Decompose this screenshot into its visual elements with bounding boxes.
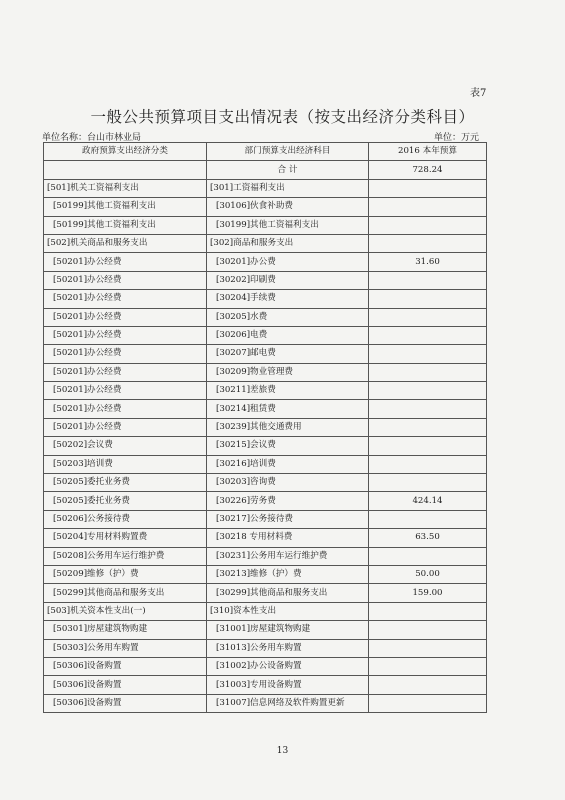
table-row — [44, 437, 487, 455]
dept-subject-cell: [30213]维修（护）费 — [207, 565, 369, 583]
budget-value-cell — [369, 621, 487, 639]
dept-subject-cell: [30205]水费 — [207, 308, 369, 326]
gov-classification-cell: [501]机关工资福利支出 — [44, 179, 207, 197]
dept-subject-cell: [30299]其他商品和服务支出 — [207, 584, 369, 602]
dept-subject-cell: [31001]房屋建筑物购建 — [207, 621, 369, 639]
dept-subject-cell: [302]商品和服务支出 — [207, 234, 369, 252]
budget-value-cell — [369, 694, 487, 712]
gov-classification-cell: [50201]办公经费 — [44, 253, 207, 271]
dept-subject-cell: [31007]信息网络及软件购置更新 — [207, 694, 369, 712]
table-number: 表7 — [470, 88, 487, 99]
dept-subject-cell: [30211]差旅费 — [207, 382, 369, 400]
gov-classification-cell: [50201]办公经费 — [44, 290, 207, 308]
gov-classification-cell: [50201]办公经费 — [44, 345, 207, 363]
table-row — [44, 382, 487, 400]
budget-value-cell — [369, 290, 487, 308]
budget-value-cell: 31.60 — [369, 253, 487, 271]
budget-value-cell — [369, 418, 487, 436]
budget-value-cell: 424.14 — [369, 492, 487, 510]
gov-classification-cell: [50301]房屋建筑物购建 — [44, 621, 207, 639]
table-row — [44, 234, 487, 252]
budget-value-cell — [369, 271, 487, 289]
dept-subject-cell: [31003]专用设备购置 — [207, 676, 369, 694]
total-label: 合 计 — [207, 161, 369, 179]
table-row — [44, 216, 487, 234]
budget-value-cell — [369, 400, 487, 418]
budget-value-cell — [369, 639, 487, 657]
budget-table — [43, 142, 487, 713]
gov-classification-cell: [50306]设备购置 — [44, 676, 207, 694]
budget-value-cell — [369, 547, 487, 565]
budget-value-cell — [369, 234, 487, 252]
table-row — [44, 363, 487, 381]
unit-currency: 单位：万元 — [433, 133, 479, 143]
budget-value-cell — [369, 363, 487, 381]
gov-classification-cell: [50201]办公经费 — [44, 326, 207, 344]
gov-classification-cell: [503]机关资本性支出(一) — [44, 602, 207, 620]
table-row — [44, 547, 487, 565]
budget-value-cell — [369, 657, 487, 675]
gov-classification-cell: [50209]维修（护）费 — [44, 565, 207, 583]
budget-value-cell — [369, 198, 487, 216]
dept-subject-cell: [30231]公务用车运行维护费 — [207, 547, 369, 565]
dept-subject-cell: [30215]会议费 — [207, 437, 369, 455]
dept-subject-cell: [30214]租赁费 — [207, 400, 369, 418]
budget-value-cell — [369, 345, 487, 363]
gov-classification-cell: [50201]办公经费 — [44, 400, 207, 418]
dept-subject-cell: [30199]其他工资福利支出 — [207, 216, 369, 234]
dept-subject-cell: [30216]培训费 — [207, 455, 369, 473]
gov-classification-cell: [50306]设备购置 — [44, 694, 207, 712]
dept-subject-cell: [30206]电费 — [207, 326, 369, 344]
table-row — [44, 492, 487, 510]
header-gov-classification: 政府预算支出经济分类 — [44, 143, 207, 161]
table-row — [44, 639, 487, 657]
header-row — [44, 143, 487, 161]
dept-subject-cell: [30226]劳务费 — [207, 492, 369, 510]
page-title: 一般公共预算项目支出情况表（按支出经济分类科目） — [90, 108, 475, 126]
header-dept-subject: 部门预算支出经济科目 — [207, 143, 369, 161]
dept-subject-cell: [31002]办公设备购置 — [207, 657, 369, 675]
dept-subject-cell: [30218 专用材料费 — [207, 529, 369, 547]
gov-classification-cell: [50201]办公经费 — [44, 363, 207, 381]
unit-name: 单位名称：台山市林业局 — [42, 133, 142, 143]
dept-subject-cell: [30204]手续费 — [207, 290, 369, 308]
total-empty-cell — [44, 161, 207, 179]
table-row — [44, 271, 487, 289]
dept-subject-cell: [30239]其他交通费用 — [207, 418, 369, 436]
gov-classification-cell: [50199]其他工资福利支出 — [44, 216, 207, 234]
budget-value-cell: 50.00 — [369, 565, 487, 583]
dept-subject-cell: [301]工资福利支出 — [207, 179, 369, 197]
budget-value-cell — [369, 216, 487, 234]
gov-classification-cell: [50306]设备购置 — [44, 657, 207, 675]
budget-value-cell — [369, 510, 487, 528]
budget-value-cell — [369, 602, 487, 620]
dept-subject-cell: [31013]公务用车购置 — [207, 639, 369, 657]
budget-value-cell — [369, 474, 487, 492]
gov-classification-cell: [50205]委托业务费 — [44, 492, 207, 510]
table-row — [44, 290, 487, 308]
gov-classification-cell: [50203]培训费 — [44, 455, 207, 473]
gov-classification-cell: [50303]公务用车购置 — [44, 639, 207, 657]
dept-subject-cell: [30209]物业管理费 — [207, 363, 369, 381]
table-row — [44, 657, 487, 675]
total-row — [44, 161, 487, 179]
table-row — [44, 400, 487, 418]
table-row — [44, 529, 487, 547]
table-row — [44, 326, 487, 344]
dept-subject-cell: [30201]办公费 — [207, 253, 369, 271]
gov-classification-cell: [502]机关商品和服务支出 — [44, 234, 207, 252]
table-row — [44, 474, 487, 492]
budget-value-cell — [369, 676, 487, 694]
table-row — [44, 584, 487, 602]
table-row — [44, 602, 487, 620]
budget-value-cell — [369, 308, 487, 326]
table-row — [44, 198, 487, 216]
table-row — [44, 345, 487, 363]
gov-classification-cell: [50205]委托业务费 — [44, 474, 207, 492]
table-row — [44, 676, 487, 694]
dept-subject-cell: [310]资本性支出 — [207, 602, 369, 620]
table-row — [44, 455, 487, 473]
gov-classification-cell: [50201]办公经费 — [44, 271, 207, 289]
table-row — [44, 621, 487, 639]
table-row — [44, 253, 487, 271]
budget-value-cell — [369, 437, 487, 455]
gov-classification-cell: [50206]公务接待费 — [44, 510, 207, 528]
gov-classification-cell: [50199]其他工资福利支出 — [44, 198, 207, 216]
table-row — [44, 510, 487, 528]
budget-value-cell — [369, 455, 487, 473]
gov-classification-cell: [50204]专用材料购置费 — [44, 529, 207, 547]
dept-subject-cell: [30202]印刷费 — [207, 271, 369, 289]
table-row — [44, 418, 487, 436]
table-row — [44, 565, 487, 583]
gov-classification-cell: [50201]办公经费 — [44, 418, 207, 436]
dept-subject-cell: [30203]咨询费 — [207, 474, 369, 492]
table-row — [44, 308, 487, 326]
budget-value-cell — [369, 382, 487, 400]
budget-value-cell: 63.50 — [369, 529, 487, 547]
budget-value-cell — [369, 326, 487, 344]
dept-subject-cell: [30106]伙食补助费 — [207, 198, 369, 216]
gov-classification-cell: [50201]办公经费 — [44, 382, 207, 400]
gov-classification-cell: [50299]其他商品和服务支出 — [44, 584, 207, 602]
gov-classification-cell: [50208]公务用车运行维护费 — [44, 547, 207, 565]
gov-classification-cell: [50202]会议费 — [44, 437, 207, 455]
table-row — [44, 179, 487, 197]
budget-value-cell: 159.00 — [369, 584, 487, 602]
table-row — [44, 694, 487, 712]
budget-value-cell — [369, 179, 487, 197]
header-budget-2016: 2016 本年预算 — [369, 143, 487, 161]
gov-classification-cell: [50201]办公经费 — [44, 308, 207, 326]
dept-subject-cell: [30207]邮电费 — [207, 345, 369, 363]
total-value: 728.24 — [369, 161, 487, 179]
page-number: 13 — [276, 746, 289, 756]
dept-subject-cell: [30217]公务接待费 — [207, 510, 369, 528]
